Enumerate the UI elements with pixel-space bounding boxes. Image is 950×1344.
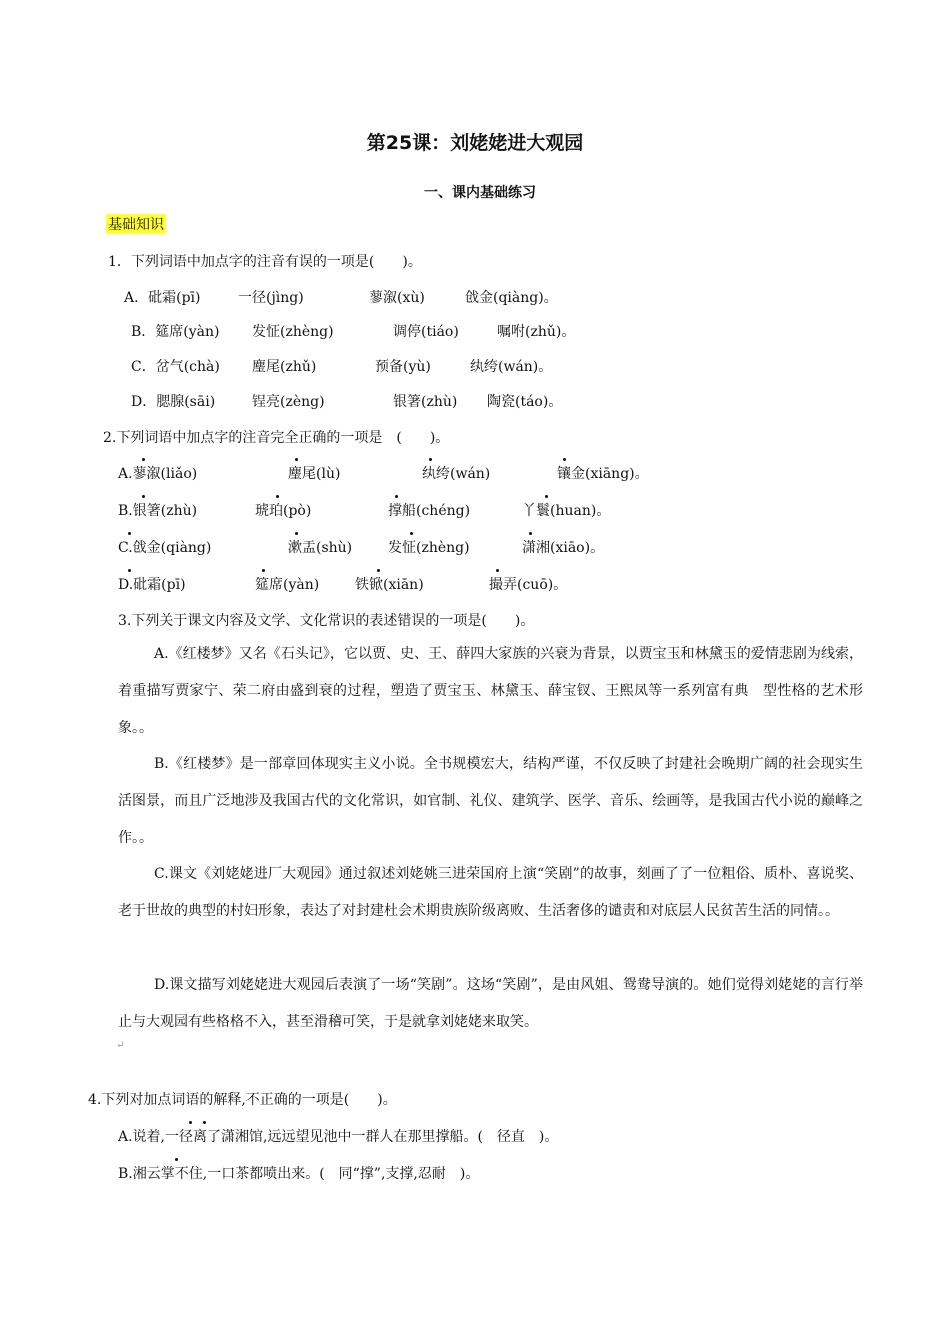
q3-option-c: C.课文《刘姥姥进厂大观园》通过叙述刘姥姚三进荣国府上演“笑剧”的故事，刻画了了一位粗俗、质朴、喜说奖、老于世故的典型的村妇形象，表达了对封建杜会术期贵族阶级离败、生活奢侈的谴责和对底层人民贫苦生活的同情。。 <box>118 866 863 919</box>
section-heading: 一、课内基础练习 <box>424 185 536 201</box>
q3-option-b: B.《红楼梦》是一部章回体现实主义小说。全书规模宏大，结构严谨，不仅反映了封建社会晚期广阔的社会现实生活图景，而且广泛地涉及我国古代的文化常识，如官制、礼仪、建筑学、医学、音乐、绘画等，是我国古代小说的巅峰之作。。 <box>118 756 863 846</box>
emphasis-dot <box>545 495 548 498</box>
q4-option-b: B.湘云掌不住,一口茶都喷出来。( 同“撑”,支撑,忍耐 )。 <box>118 1166 480 1182</box>
emphasis-dot <box>142 495 145 498</box>
q1-c-4: 纨绔(wán)。 <box>470 359 553 375</box>
q1-d-3: 银箸(zhù) <box>393 394 458 410</box>
q2-a-3: 纨绔(wán) <box>422 466 491 482</box>
highlight-label: 基础知识 <box>106 214 166 234</box>
emphasis-dot <box>189 1121 192 1124</box>
paragraph-mark: ↵ <box>116 1040 125 1051</box>
q2-b-4: 丫鬟(huan)。 <box>522 503 611 519</box>
emphasis-dot <box>429 458 432 461</box>
q1-b-4: 嘱咐(zhǔ)。 <box>497 324 576 340</box>
emphasis-dot <box>142 458 145 461</box>
q2-d-2: 筵席(yàn) <box>255 577 320 593</box>
q2-c-2: 漱盂(shù) <box>288 540 353 556</box>
q1-stem: 1．下列词语中加点字的注音有误的一项是( )。 <box>108 254 422 270</box>
emphasis-dot <box>276 495 279 498</box>
q1-b-2: 发怔(zhèng) <box>252 324 334 340</box>
q2-c-4: 潇湘(xiāo)。 <box>522 540 605 556</box>
q3-stem: 3.下列关于课文内容及文学、文化常识的表述错误的一项是( )。 <box>118 613 535 629</box>
page-title: 第25课：刘姥姥进大观园 <box>366 132 584 154</box>
q1-d-4: 陶瓷(táo)。 <box>487 394 563 410</box>
q2-a-1: A.蓼溆(liǎo) <box>118 466 198 482</box>
emphasis-dot <box>128 532 131 535</box>
q2-c-3: 发怔(zhèng) <box>388 540 470 556</box>
q1-c-1: C．岔气(chà) <box>131 359 220 375</box>
emphasis-dot <box>295 532 298 535</box>
q2-b-1: B.银箸(zhù) <box>118 503 198 519</box>
emphasis-dot <box>295 458 298 461</box>
q1-c-3: 预备(yù) <box>375 359 431 375</box>
emphasis-dot <box>203 1121 206 1124</box>
q1-a-2: 一径(jìng) <box>238 290 304 306</box>
q2-d-1: D.砒霜(pī) <box>118 577 186 593</box>
emphasis-dot <box>410 532 413 535</box>
emphasis-dot <box>377 569 380 572</box>
emphasis-dot <box>128 569 131 572</box>
q2-b-2: 琥珀(pò) <box>255 503 312 519</box>
q3-option-a: A.《红楼梦》又名《石头记》，它以贾、史、王、薛四大家族的兴衰为背景，以贾宝玉和林黛玉的爱情悲剧为线索，着重描写贾家宁、荣二府由盛到衰的过程，塑造了贾宝玉、林黛玉、薛宝钗、王熙凤等一系列富有典 型性格的艺术形象。。 <box>118 646 863 736</box>
q4-option-a: A.说着,一径离了潇湘馆,远远望见池中一群人在那里撑船。( 径直 )。 <box>118 1129 559 1145</box>
q2-d-3: 铁锨(xiān) <box>355 577 424 593</box>
emphasis-dot <box>563 458 566 461</box>
emphasis-dot <box>529 532 532 535</box>
q1-a-3: 蓼溆(xù) <box>369 290 425 306</box>
q1-d-1: D．腮腺(sāi) <box>131 394 216 410</box>
q3-option-d: D.课文描写刘姥姥进大观园后表演了一场“笑剧”。这场“笑剧”，是由风姐、鸳鸯导演的。她们觉得刘姥姥的言行举止与大观园有些格格不入，甚至滑稽可笑，于是就拿刘姥姥来取笑。 <box>118 977 863 1030</box>
q2-c-1: C.戗金(qiàng) <box>118 540 212 556</box>
emphasis-dot <box>395 495 398 498</box>
q1-a-1: A．砒霜(pī) <box>124 290 201 306</box>
q1-a-4: 戗金(qiàng)。 <box>465 290 558 306</box>
q1-b-1: B．筵席(yàn) <box>131 324 220 340</box>
emphasis-dot <box>262 569 265 572</box>
emphasis-dot <box>496 569 499 572</box>
q2-a-2: 麈尾(lù) <box>288 466 341 482</box>
q2-stem: 2.下列词语中加点字的注音完全正确的一项是 ( )。 <box>103 430 450 446</box>
q2-b-3: 撑船(chéng) <box>388 503 471 519</box>
emphasis-dot <box>175 1158 178 1161</box>
q1-b-3: 调停(tiáo) <box>393 324 459 340</box>
q1-c-2: 麈尾(zhǔ) <box>252 359 317 375</box>
q4-stem: 4.下列对加点词语的解释,不正确的一项是( )。 <box>88 1092 397 1108</box>
q2-a-4: 镶金(xiāng)。 <box>557 466 649 482</box>
q1-d-2: 锃亮(zèng) <box>252 394 325 410</box>
q2-d-4: 撮弄(cuō)。 <box>489 577 568 593</box>
